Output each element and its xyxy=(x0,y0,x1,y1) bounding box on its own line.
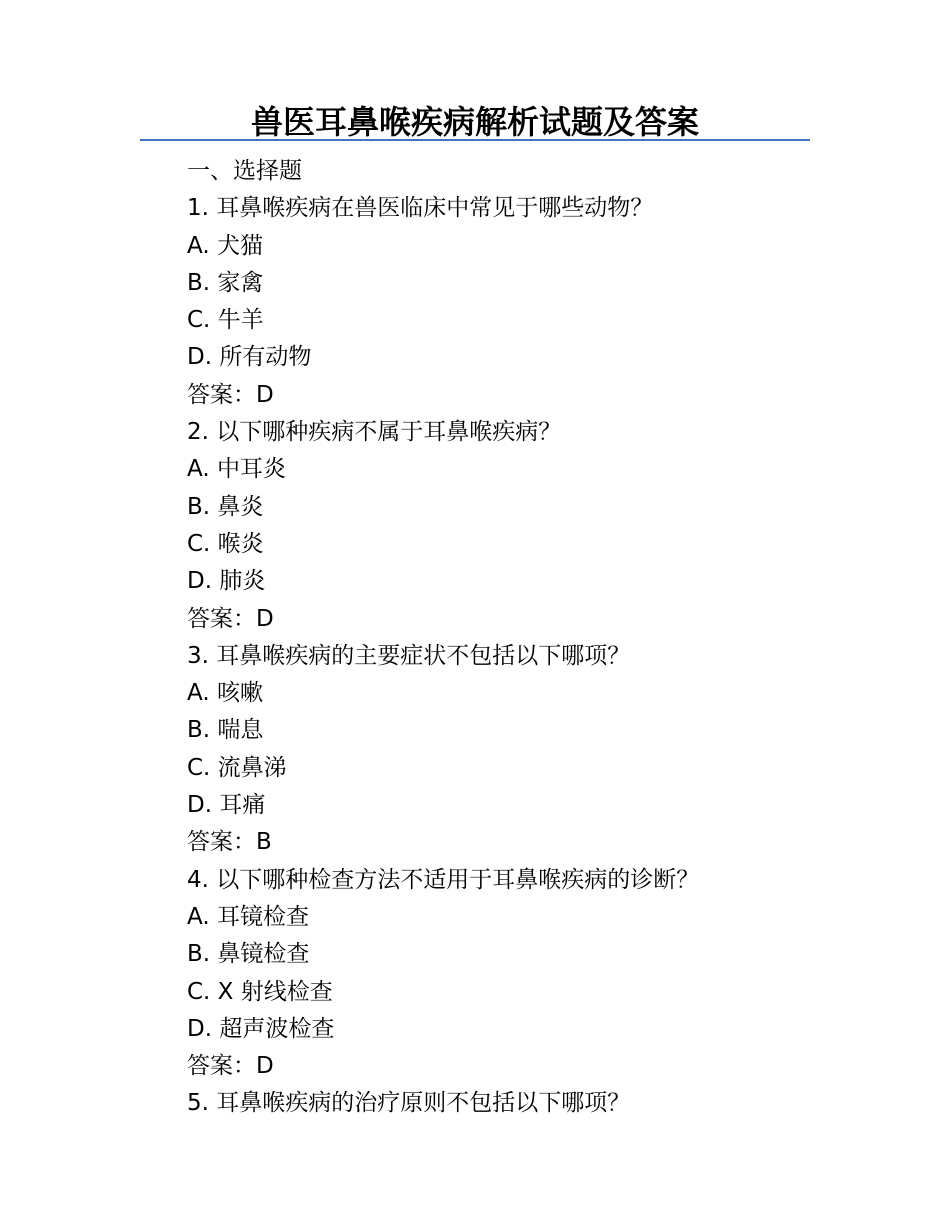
option-text: B. 鼻炎 xyxy=(187,493,264,520)
option-text: C. 喉炎 xyxy=(187,530,264,557)
title-underline xyxy=(140,139,810,141)
option-text: B. 鼻镜检查 xyxy=(187,941,310,968)
option-text: A. 中耳炎 xyxy=(187,456,286,483)
option-text: C. 牛羊 xyxy=(187,307,264,334)
option-text: B. 家禽 xyxy=(187,269,264,296)
question-text: 3. 耳鼻喉疾病的主要症状不包括以下哪项？ xyxy=(187,642,631,669)
option-text: B. 喘息 xyxy=(187,717,264,744)
option-text: C. 流鼻涕 xyxy=(187,754,287,781)
option-text: C. X 射线检查 xyxy=(187,978,333,1005)
answer-text: 答案：B xyxy=(187,829,272,856)
question-text: 4. 以下哪种检查方法不适用于耳鼻喉疾病的诊断？ xyxy=(187,866,700,893)
option-text: A. 耳镜检查 xyxy=(187,903,309,930)
question-text: 5. 耳鼻喉疾病的治疗原则不包括以下哪项？ xyxy=(187,1090,631,1117)
answer-text: 答案：D xyxy=(187,605,274,632)
section-heading: 一、选择题 xyxy=(187,158,302,184)
option-text: D. 耳痛 xyxy=(187,792,266,819)
option-text: A. 犬猫 xyxy=(187,232,263,259)
answer-text: 答案：D xyxy=(187,1053,274,1080)
option-text: D. 肺炎 xyxy=(187,568,266,595)
question-text: 2. 以下哪种疾病不属于耳鼻喉疾病？ xyxy=(187,419,562,446)
answer-text: 答案：D xyxy=(187,381,274,408)
option-text: D. 超声波检查 xyxy=(187,1015,335,1042)
option-text: A. 咳嗽 xyxy=(187,680,263,707)
document-title: 兽医耳鼻喉疾病解析试题及答案 xyxy=(250,103,699,141)
option-text: D. 所有动物 xyxy=(187,344,312,371)
document-body xyxy=(187,153,807,1123)
question-text: 1. 耳鼻喉疾病在兽医临床中常见于哪些动物？ xyxy=(187,195,654,222)
